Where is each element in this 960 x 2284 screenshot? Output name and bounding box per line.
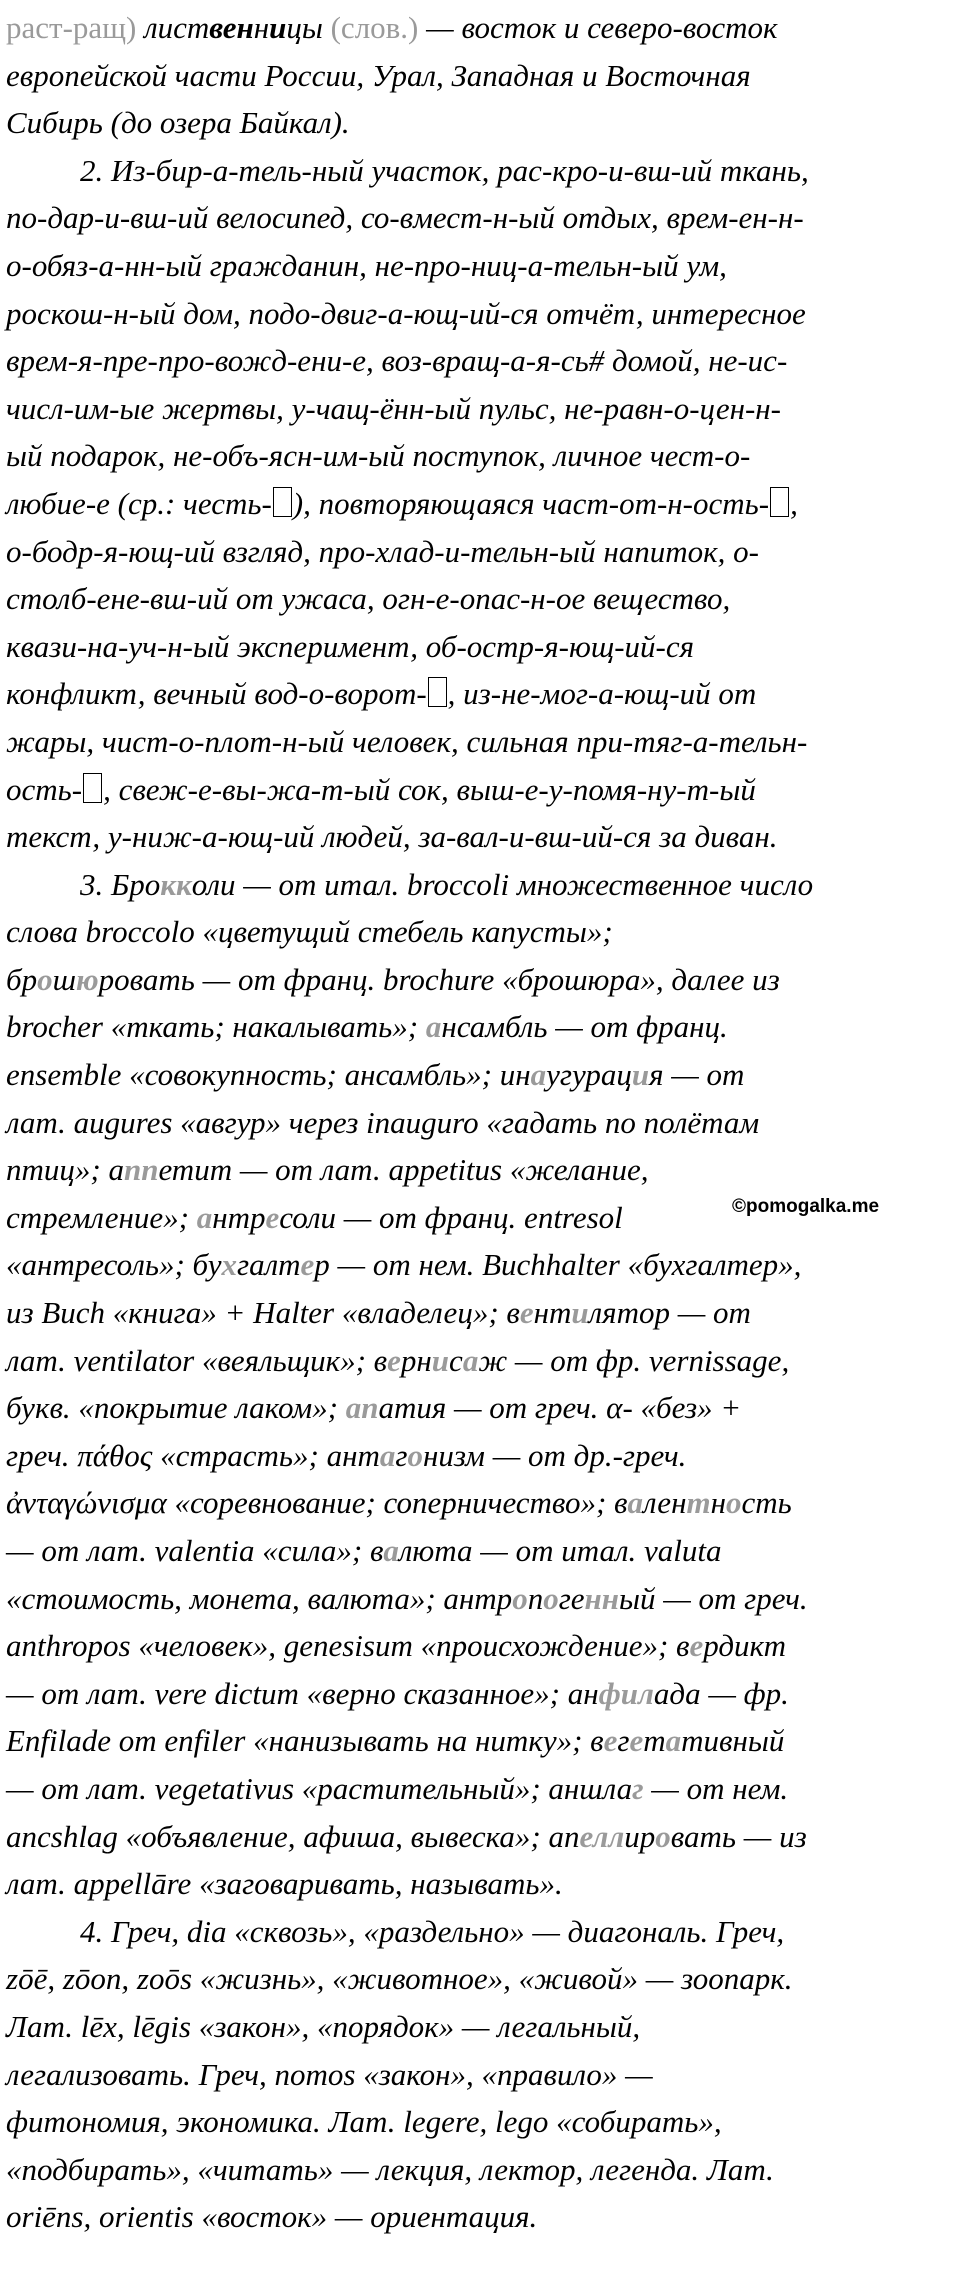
text-segment: — от лат. vegetativus «растительный»; аншла: [6, 1770, 633, 1806]
text-segment: столб-ене-вш-ий от ужаса, огн-е-опас-н-ое вещество,: [6, 581, 731, 617]
highlighted-letters: а: [665, 1723, 682, 1759]
text-segment: нт: [533, 1295, 572, 1331]
text-segment: угурац: [546, 1057, 632, 1093]
text-line: [6, 1908, 954, 1956]
text-segment: 3. Бро: [80, 866, 161, 902]
text-segment: сть: [741, 1485, 792, 1521]
text-line: [6, 2146, 954, 2194]
text-segment: нтр: [212, 1199, 266, 1235]
text-line: [6, 1717, 954, 1765]
text-line: [6, 1575, 954, 1623]
highlighted-letters: г: [632, 1770, 644, 1806]
text-segment: ость-: [6, 771, 83, 807]
text-segment: бр: [6, 961, 38, 997]
highlighted-letters: а: [462, 1342, 479, 1378]
text-line: [6, 1241, 954, 1289]
text-segment: ), повторяющаяся част-от-н-ость-: [292, 485, 770, 521]
text-segment: «подбирать», «читать» — лекция, лектор, легенда. Лат.: [6, 2151, 774, 2187]
text-segment: — от нем.: [643, 1770, 789, 1806]
highlighted-letters: о: [407, 1437, 423, 1473]
highlighted-letters: х: [221, 1247, 237, 1283]
empty-ending-box: [83, 773, 102, 803]
text-line: [6, 623, 954, 671]
text-segment: букв. «покрытие лаком»;: [6, 1390, 346, 1426]
text-segment: атия — от греч. α- «без» +: [378, 1390, 742, 1426]
text-segment: я — от: [649, 1057, 745, 1093]
text-line: [6, 385, 954, 433]
text-segment: ,: [790, 485, 798, 521]
text-segment: zōē, zōon, zoōs «жизнь», «животное», «живой» — зоопарк.: [6, 1961, 793, 1997]
text-line: [6, 1146, 954, 1194]
text-line: [6, 813, 954, 861]
text-line: [6, 2193, 954, 2241]
text-line: [6, 1670, 954, 1718]
highlighted-letters: и: [571, 1295, 589, 1331]
paragraph-2: [6, 147, 954, 861]
text-line: [6, 290, 954, 338]
text-segment: лат. ventilator «веяльщик»; в: [6, 1342, 388, 1378]
text-line: [6, 242, 954, 290]
text-line: [6, 2098, 954, 2146]
text-line: [6, 861, 954, 909]
text-line: [6, 670, 954, 718]
text-segment: 2. Из-бир-а-тель-ный участок, рас-кро-и-вш-ий ткань,: [80, 152, 809, 188]
text-segment: по-дар-и-вш-ий велосипед, со-вмест-н-ый отдых, врем-ен-н-: [6, 200, 804, 236]
text-line: [6, 99, 954, 147]
text-segment: ада — фр.: [653, 1675, 789, 1711]
highlighted-letters: а: [627, 1485, 644, 1521]
text-segment: н: [710, 1485, 726, 1521]
text-segment: числ-им-ые жертвы, у-чащ-ённ-ый пульс, не-равн-о-цен-н-: [6, 390, 781, 426]
text-segment: п: [527, 1580, 544, 1616]
highlighted-letters: е: [387, 1342, 401, 1378]
text-line: [6, 1479, 954, 1527]
text-segment: текст, у-ниж-а-ющ-ий людей, за-вал-и-вш-ий-ся за диван.: [6, 819, 778, 855]
text-segment: о-бодр-я-ющ-ий взгляд, про-хлад-и-тельн-ый напиток, о-: [6, 533, 759, 569]
text-segment: ensemble «совокупность; ансамбль»; ин: [6, 1057, 531, 1093]
highlighted-letters: е: [265, 1199, 280, 1235]
text-line: [6, 1432, 954, 1480]
text-segment: и: [269, 10, 287, 45]
highlighted-letters: а: [530, 1057, 547, 1093]
text-segment: н: [253, 10, 270, 45]
text-line: [6, 432, 954, 480]
highlighted-letters: ю: [76, 961, 99, 997]
text-line: [6, 766, 954, 814]
text-line: [6, 1860, 954, 1908]
watermark: ©pomogalka.me: [732, 1196, 880, 1217]
highlighted-letters: о: [655, 1818, 671, 1854]
highlighted-letters: а: [425, 1009, 442, 1045]
text-line: [6, 1527, 954, 1575]
text-segment: «антресоль»; бу: [6, 1247, 222, 1283]
text-segment: с: [449, 1342, 463, 1378]
text-line: [6, 1813, 954, 1861]
text-segment: люта — от итал. valuta: [398, 1533, 722, 1568]
text-segment: квази-на-уч-н-ый эксперимент, об-остр-я-ющ-ий-ся: [6, 628, 695, 664]
text-segment: галт: [236, 1247, 301, 1283]
text-segment: греч. πάθος «страсть»; ант: [6, 1437, 380, 1473]
highlighted-letters: и: [631, 1057, 650, 1093]
text-segment: ш: [52, 961, 76, 997]
highlighted-letters: а: [196, 1199, 213, 1235]
text-segment: brocher «ткать; накалывать»;: [6, 1009, 426, 1045]
text-line: [6, 1099, 954, 1147]
text-segment: ир: [624, 1818, 656, 1854]
text-segment: роскош-н-ый дом, подо-двиг-а-ющ-ий-ся отчёт, интересное: [6, 295, 806, 331]
text-line: [6, 194, 954, 242]
text-segment: «стоимость, монета, валюта»; антр: [6, 1580, 513, 1616]
text-segment: фитономия, экономика. Лат. legere, lego «собирать»,: [6, 2104, 722, 2140]
text-segment: лятор — от: [588, 1295, 751, 1331]
text-segment: низм — от др.-греч.: [422, 1437, 687, 1473]
text-segment: г: [617, 1723, 630, 1759]
text-segment: из Buch «книга» + Halter «владелец»; в: [6, 1295, 520, 1331]
text-line: [6, 4, 954, 52]
text-line: [6, 1337, 954, 1385]
text-line: [6, 718, 954, 766]
text-line: [6, 575, 954, 623]
text-line: [6, 1003, 954, 1051]
text-segment: слова broccolo «цветущий стебель капусты»;: [6, 914, 613, 950]
text-segment: oriēns, orientis «восток» — ориентация.: [6, 2199, 538, 2235]
highlighted-letters: а: [379, 1437, 396, 1473]
text-segment: лен: [643, 1485, 687, 1521]
highlighted-letters: фил: [598, 1675, 654, 1711]
text-segment: (слов.): [330, 10, 419, 45]
text-line: [6, 908, 954, 956]
text-segment: Сибирь (до озера Байкал).: [6, 105, 350, 141]
highlighted-letters: о: [725, 1485, 742, 1521]
text-segment: птиц»; а: [6, 1152, 124, 1188]
highlighted-letters: т: [686, 1485, 711, 1521]
text-segment: — восток и северо-восток: [418, 10, 778, 45]
empty-ending-box: [273, 487, 292, 517]
text-segment: конфликт, вечный вод-о-ворот-: [6, 676, 427, 712]
highlighted-letters: о: [512, 1580, 528, 1616]
highlighted-letters: о: [37, 961, 53, 997]
highlighted-letters: ап: [345, 1390, 379, 1426]
text-line: [6, 1051, 954, 1099]
text-segment: ый — от греч.: [618, 1580, 808, 1616]
text-line: [6, 337, 954, 385]
highlighted-letters: пп: [123, 1152, 159, 1188]
text-segment: рн: [400, 1342, 432, 1378]
text-segment: етит — от лат. appetitus «желание,: [158, 1152, 649, 1188]
text-segment: врем-я-пре-про-вожд-ени-е, воз-вращ-а-я-сь# домой, не-ис-: [6, 343, 788, 379]
text-segment: цы: [286, 10, 331, 45]
highlighted-letters: елл: [579, 1818, 625, 1854]
text-segment: оли — от итал. broccoli множественное число: [191, 866, 814, 902]
text-segment: ж — от фр. vernissage,: [478, 1342, 790, 1378]
text-line: [6, 2051, 954, 2099]
text-line: [6, 1289, 954, 1337]
highlighted-letters: е: [629, 1723, 644, 1759]
highlighted-letters: а: [383, 1533, 399, 1568]
text-line: [6, 147, 954, 195]
text-segment: anthropos «человек», genesisum «происхождение»; в: [6, 1628, 690, 1664]
text-line: [6, 1955, 954, 2003]
text-segment: — от лат. vere dictum «верно сказанное»; ан: [6, 1675, 599, 1711]
text-segment: — от лат. valentia «сила»; в: [6, 1533, 384, 1568]
text-segment: т: [643, 1723, 666, 1759]
text-line: [6, 1622, 954, 1670]
highlighted-letters: о: [543, 1580, 559, 1616]
text-segment: стремление»;: [6, 1199, 197, 1235]
highlighted-letters: нн: [584, 1580, 619, 1616]
text-segment: соли — от франц. entresol: [279, 1199, 623, 1235]
text-segment: европейской части России, Урал, Западная и Восточная: [6, 57, 751, 93]
text-segment: Enfilade от enfiler «нанизывать на нитку»; в: [6, 1723, 604, 1759]
text-line: [6, 480, 954, 528]
text-segment: тивный: [681, 1723, 785, 1759]
text-line: [6, 956, 954, 1004]
text-segment: ый подарок, не-объ-ясн-им-ый поступок, личное чест-о-: [6, 438, 751, 474]
text-segment: лат. augures «авгур» через inauguro «гадать по полётам: [6, 1104, 760, 1140]
highlighted-letters: е: [519, 1295, 534, 1331]
text-segment: р — от нем. Buchhalter «бухгалтер»,: [314, 1247, 802, 1283]
text-line: [6, 1765, 954, 1813]
highlighted-letters: кк: [160, 866, 192, 902]
empty-ending-box: [428, 677, 447, 707]
highlighted-letters: е: [300, 1247, 315, 1283]
text-segment: рдикт: [703, 1628, 787, 1664]
text-segment: , свеж-е-вы-жа-т-ый сок, выш-е-у-помя-ну-т-ый: [103, 771, 756, 807]
text-segment: вать — из: [670, 1818, 807, 1854]
empty-ending-box: [770, 487, 789, 517]
text-segment: легализовать. Греч, nomos «закон», «правило» —: [6, 2056, 653, 2092]
paragraph-4: [6, 1908, 954, 2241]
text-line: [6, 1384, 954, 1432]
text-segment: нсамбль — от франц.: [441, 1009, 728, 1045]
text-line: [6, 528, 954, 576]
text-segment: лат. appellāre «заговаривать, называть».: [6, 1866, 563, 1902]
text-line: [6, 2003, 954, 2051]
text-segment: раст-ращ): [6, 10, 137, 45]
text-segment: жары, чист-о-плот-н-ый человек, сильная при-тяг-а-тельн-: [6, 723, 808, 759]
text-segment: ancshlag «объявление, афиша, вывеска»; ап: [6, 1818, 580, 1854]
highlighted-letters: и: [431, 1342, 450, 1378]
paragraph-3: [6, 861, 954, 1908]
text-line: [6, 52, 954, 100]
text-segment: ἀνταγώνισμα «соревнование; соперничество»; в: [6, 1485, 628, 1521]
text-segment: вен: [209, 10, 254, 45]
text-segment: любие-е (ср.: честь-: [6, 485, 272, 521]
highlighted-letters: е: [603, 1723, 618, 1759]
highlighted-letters: е: [689, 1628, 704, 1664]
text-segment: лист: [136, 10, 210, 45]
text-segment: , из-не-мог-а-ющ-ий от: [447, 676, 757, 712]
text-segment: ровать — от франц. brochure «брошюра», далее из: [98, 961, 780, 997]
text-segment: 4. Греч, dia «сквозь», «раздельно» — диагональ. Греч,: [80, 1913, 785, 1949]
text-segment: Лат. lēx, lēgis «закон», «порядок» — легальный,: [6, 2008, 641, 2044]
text-segment: г: [395, 1437, 408, 1473]
text-segment: ге: [558, 1580, 585, 1616]
text-segment: о-обяз-а-нн-ый гражданин, не-про-ниц-а-тельн-ый ум,: [6, 247, 727, 283]
paragraph-1: [6, 4, 954, 147]
